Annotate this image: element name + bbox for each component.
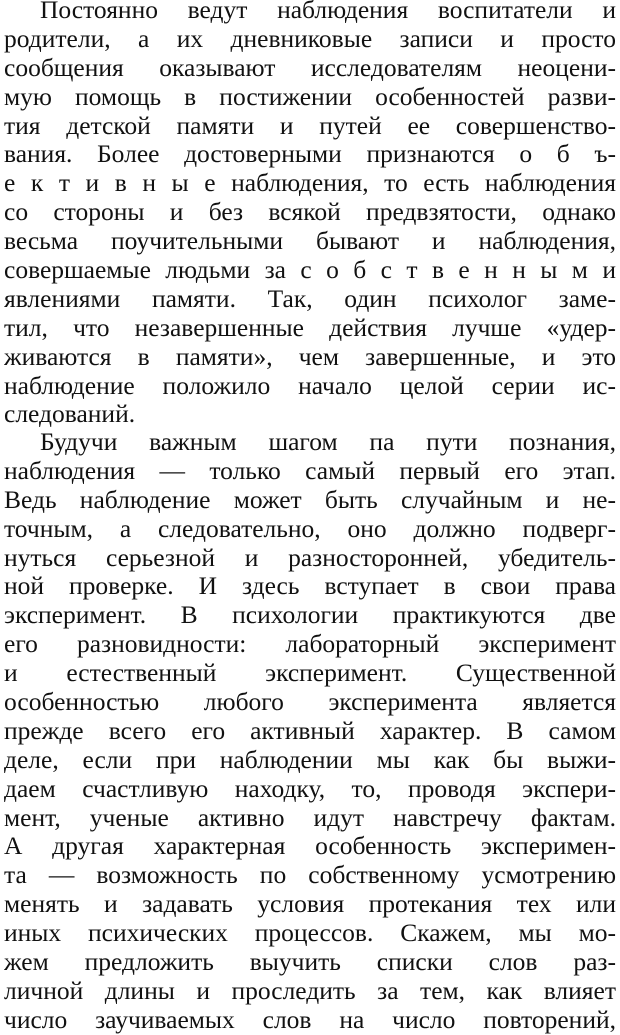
paragraph-1 (4, 0, 616, 429)
text-line: иных психических процессов. Скажем, мы мо- (4, 919, 616, 948)
text-line: А другая характерная особенность эксперимен- (4, 832, 616, 861)
text-line: число заучиваемых слов на число повторений, (4, 1005, 616, 1034)
text-line: весьма поучительными бывают и наблюдения, (4, 227, 616, 256)
text-line: Постоянно ведут наблюдения воспитатели и (40, 0, 616, 24)
text-line: мент, ученые активно идут навстречу фактам. (4, 803, 616, 832)
text-line: сообщения оказывают исследователям неоцени- (4, 53, 616, 82)
text-line: деле, если при наблюдении мы как бы выжи- (4, 745, 616, 774)
text-line: Будучи важным шагом па пути познания, (40, 428, 616, 456)
text-line: нуться серьезной и разносторонней, убедитель- (4, 543, 616, 572)
text-line: е к т и в н ы е наблюдения, то есть наблюдения (4, 169, 616, 198)
paragraph-2 (4, 428, 616, 1035)
text-line: мую помощь в постижении особенностей разви- (4, 82, 616, 111)
text-line: следований. (4, 400, 136, 429)
text-line: тил, что незавершенные действия лучше «удер- (4, 313, 616, 342)
text-line: совершаемые людьми за с о б с т в е н н ы м и (4, 256, 616, 285)
text-line: родители, а их дневниковые записи и просто (4, 24, 616, 53)
text-line: личной длины и проследить за тем, как влияет (4, 976, 616, 1005)
text-line: наблюдение положило начало целой серии ис- (4, 371, 616, 400)
text-line: его разновидности: лабораторный эксперимент (4, 630, 616, 659)
text-line: прежде всего его активный характер. В самом (4, 716, 616, 745)
text-line: наблюдения — только самый первый его этап. (4, 456, 616, 485)
text-line: явлениями памяти. Так, один психолог заме- (4, 284, 616, 313)
text-line: даем счастливую находку, то, проводя экспери- (4, 774, 616, 803)
text-line: жем предложить выучить списки слов раз- (4, 948, 616, 977)
text-line: тия детской памяти и путей ее совершенство- (4, 111, 616, 140)
text-line: и естественный эксперимент. Существенной (4, 659, 616, 688)
text-line: Ведь наблюдение может быть случайным и не- (4, 485, 616, 514)
text-line: особенностью любого эксперимента является (4, 688, 616, 717)
text-line: живаются в памяти», чем завершенные, и это (4, 342, 616, 371)
text-line: эксперимент. В психологии практикуются две (4, 601, 616, 630)
text-line: вания. Более достоверными признаются о б ъ- (4, 140, 616, 169)
text-line: менять и задавать условия протекания тех или (4, 890, 616, 919)
text-line: ной проверке. И здесь вступает в свои права (4, 572, 616, 601)
text-line: со стороны и без всякой предвзятости, однако (4, 198, 616, 227)
text-line: точным, а следовательно, оно должно подверг- (4, 514, 616, 543)
text-line: та — возможность по собственному усмотрению (4, 861, 616, 890)
